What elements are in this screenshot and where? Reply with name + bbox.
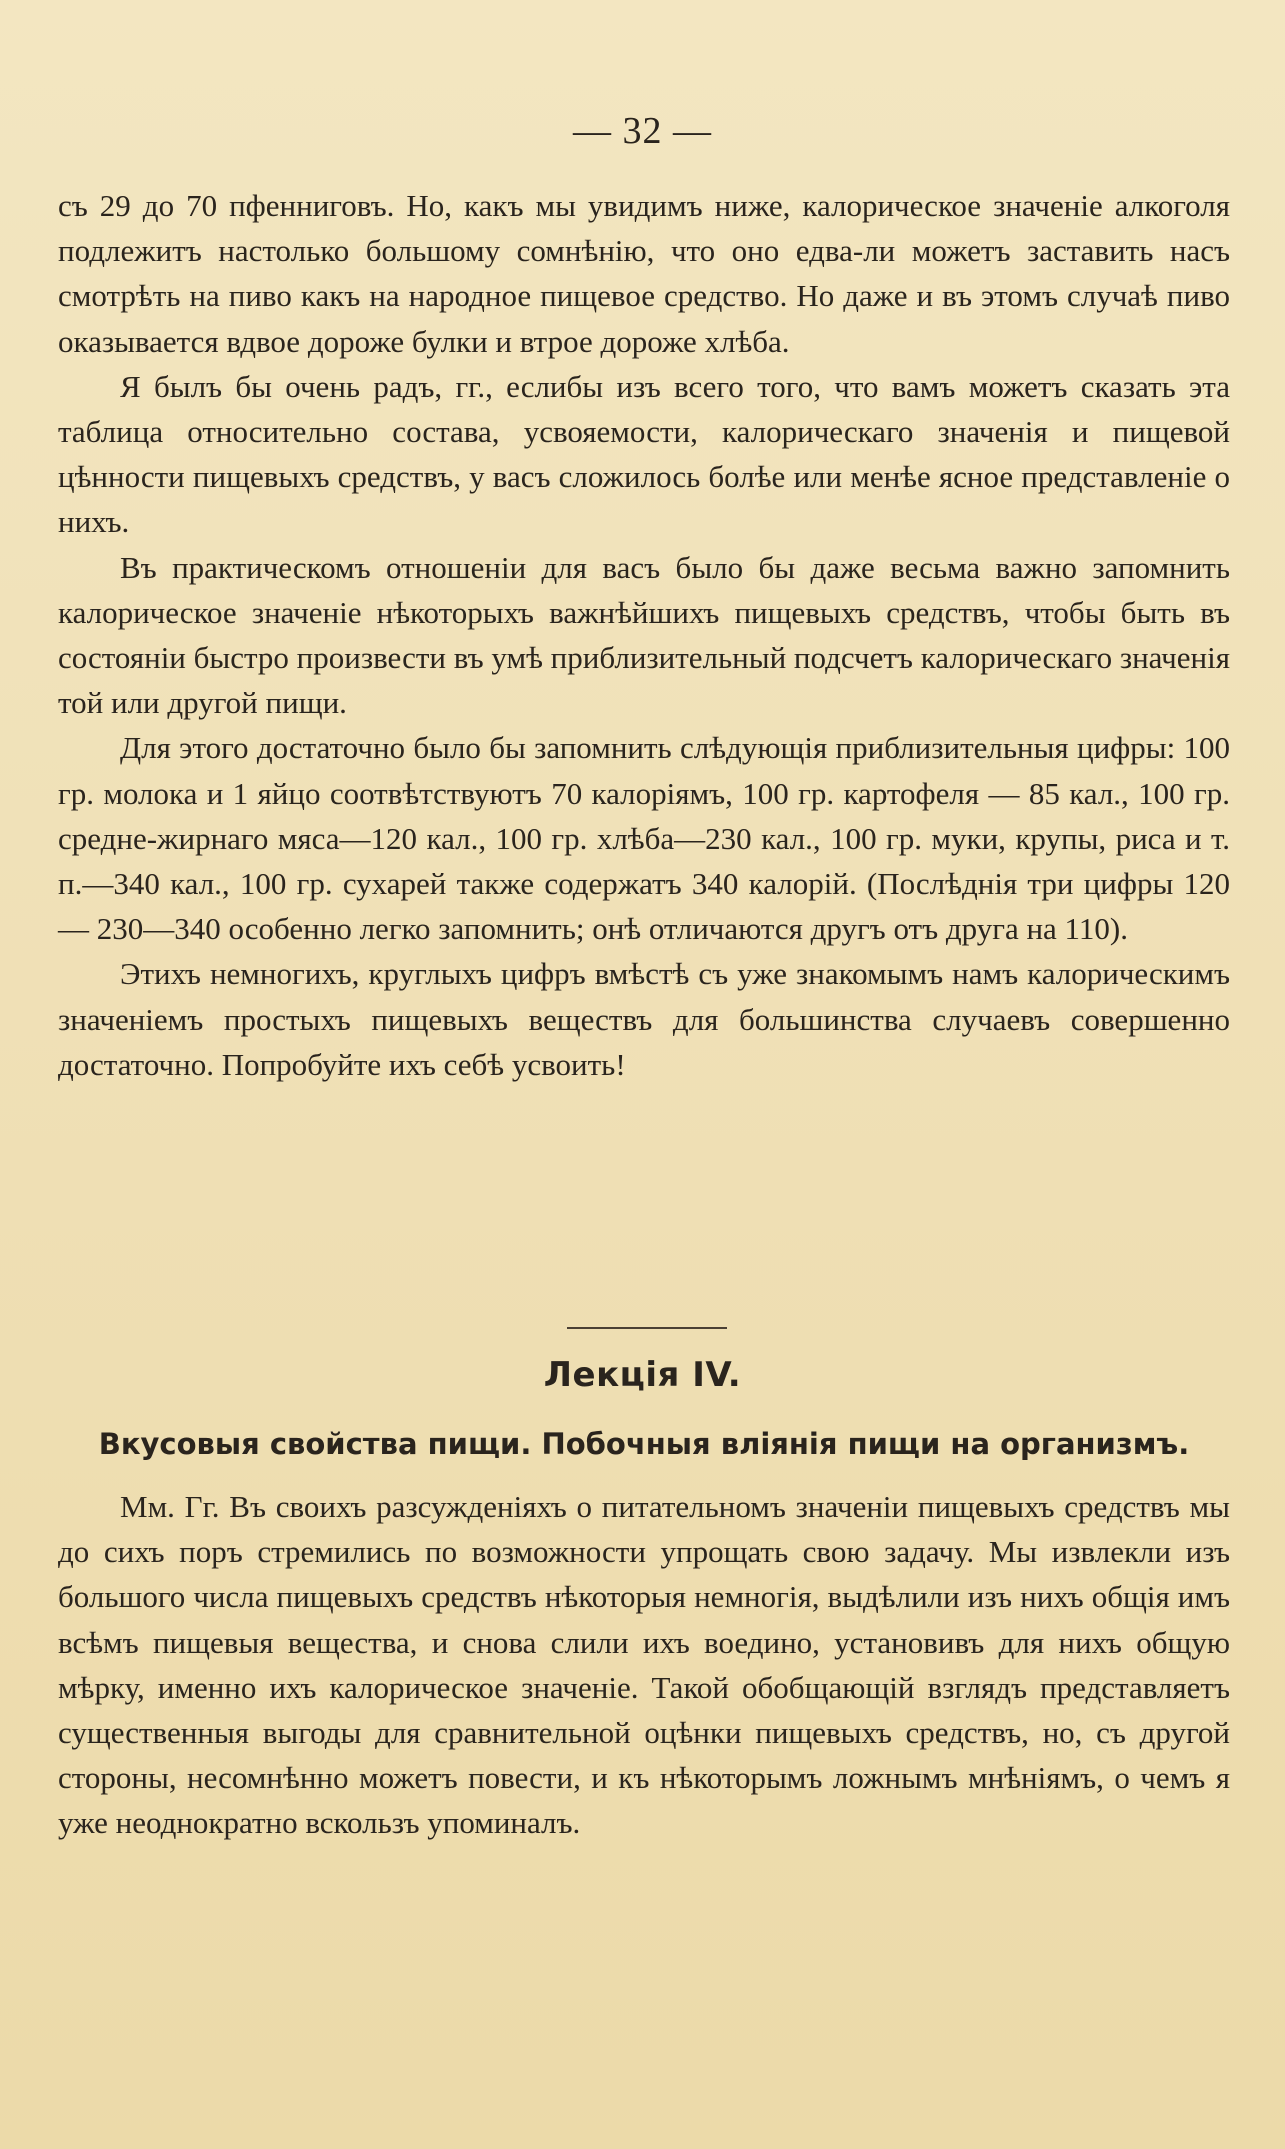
paragraph-practical-importance: Въ практическомъ отношеніи для васъ было бы даже весьма важно запомнить калорическое значеніе нѣкоторыхъ важнѣйшихъ пищевыхъ средствъ, чтобы быть въ состояніи быстро произвести въ умѣ приблизительный подсчетъ калорическаго значенія той или другой пищи.	[58, 549, 1230, 721]
upper-text-block	[58, 183, 1230, 1087]
paragraph-round-figures: Этихъ немногихъ, круглыхъ цифръ вмѣстѣ съ уже знакомымъ намъ калорическимъ значеніемъ простыхъ пищевыхъ веществъ для большинства случаевъ совершенно достаточно. Попробуйте ихъ себѣ усвоить!	[58, 956, 1230, 1082]
paragraph-alcohol-beer: съ 29 до 70 пфенниговъ. Но, какъ мы увидимъ ниже, калорическое значеніе алкоголя подлежитъ настолько большому сомнѣнію, что оно едва-ли можетъ заставить насъ смотрѣть на пиво какъ на народное пищевое средство. Но даже и въ этомъ случаѣ пиво оказывается вдвое дороже булки и втрое дороже хлѣба.	[58, 188, 1230, 359]
paragraph-approximate-figures: Для этого достаточно было бы запомнить слѣдующія приблизительныя цифры: 100 гр. молока и 1 яйцо соотвѣтствуютъ 70 калоріямъ, 100 гр. картофеля — 85 кал., 100 гр. средне-жирнаго мяса—120 кал., 100 гр. хлѣба—230 кал., 100 гр. муки, крупы, риса и т. п.—340 кал., 100 гр. сухарей также содержатъ 340 калорій. (Послѣднія три цифры 120 — 230—340 особенно легко запомнить; онѣ отличаются другъ отъ друга на 110).	[58, 730, 1230, 947]
lecture-title: Лекція IV.	[543, 1355, 742, 1395]
paragraph-lecture-intro: Мм. Гг. Въ своихъ разсужденіяхъ о питательномъ значеніи пищевыхъ средствъ мы до сихъ поръ стремились по возможности упрощать свою задачу. Мы извлекли изъ большого числа пищевыхъ средствъ нѣкоторыя немногія, выдѣлили изъ нихъ общія имъ всѣмъ пищевыя вещества, и снова слили ихъ воедино, установивъ для нихъ общую мѣрку, именно ихъ калорическое значеніе. Такой обобщающій взглядъ представляетъ существенныя выгоды для сравнительной оцѣнки пищевыхъ средствъ, но, съ другой стороны, несомнѣнно можетъ повести, и къ нѣкоторымъ ложнымъ мнѣніямъ, о чемъ я уже неоднократно вскользъ упоминалъ.	[58, 1489, 1230, 1841]
lecture-text-block	[58, 1484, 1230, 1846]
section-divider	[567, 1327, 727, 1329]
paragraph-table-summary: Я былъ бы очень радъ, гг., еслибы изъ всего того, что вамъ можетъ сказать эта таблица относительно состава, усвояемости, калорическаго значенія и пищевой цѣнности пищевыхъ средствъ, у васъ сложилось болѣе или менѣе ясное представленіе о нихъ.	[58, 368, 1230, 540]
lecture-subtitle: Вкусовыя свойства пищи. Побочныя вліянія пищи на организмъ.	[98, 1427, 1190, 1461]
page-number: — 32 —	[573, 110, 712, 152]
